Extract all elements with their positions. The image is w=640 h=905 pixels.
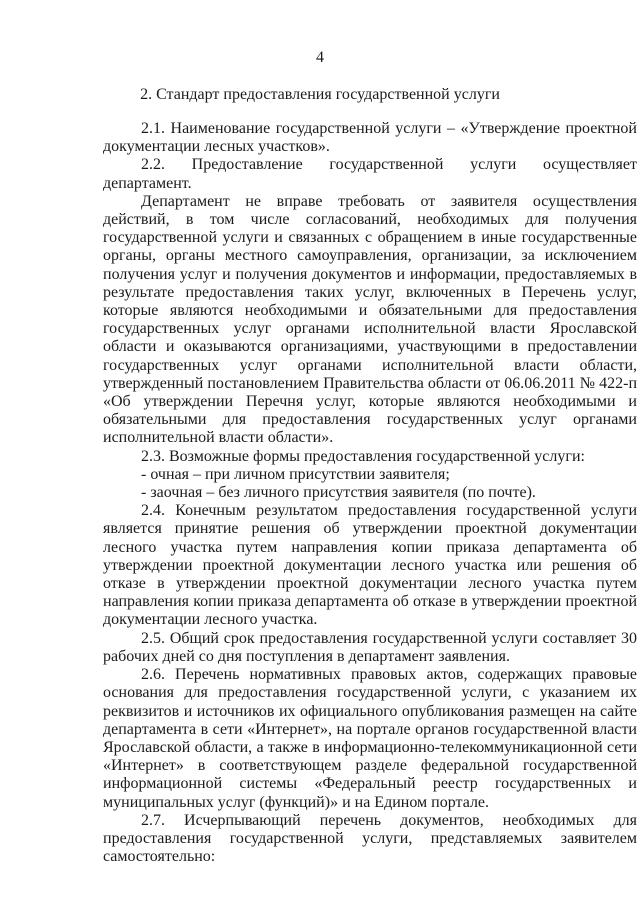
paragraph-2-7: 2.7. Исчерпывающий перечень документов, необходимых для предоставления государственной услуги, представляемых заявителем самостоятельно: <box>103 811 637 866</box>
paragraph-department-restrictions: Департамент не вправе требовать от заявителя осуществления действий, в том числе согласований, необходимых для получения государственной услуги и связанных с обращением в иные государственные органы, органы местного самоуправления, организации, за исключением получения услуг и получения документов и информации, предоставляемых в результате предоставления таких услуг, включенных в Перечень услуг, которые являются необходимыми и обязательными для предоставления государственных услуг органами исполнительной власти Ярославской области и оказываются организациями, участвующими в предоставлении государственных услуг органами исполнительной власти области, утвержденный постановлением Правительства области от 06.06.2011 № 422-п «Об утверждении Перечня услуг, которые являются необходимыми и обязательными для предоставления государственных услуг органами исполнительной власти области». <box>103 192 637 447</box>
paragraph-2-4: 2.4. Конечным результатом предоставления государственной услуги является принятие решения об утверждении проектной документации лесного участка путем направления копии приказа департамента об утверждении проектной документации лесного участка или решения об отказе в утверждении проектной документации лесного участка путем направления копии приказа департамента об отказе в утверждении проектной документации лесного участка. <box>103 502 637 629</box>
paragraph-2-2: 2.2. Предоставление государственной услуги осуществляет департамент. <box>103 156 637 192</box>
list-item-by-mail: - заочная – без личного присутствия заявителя (по почте). <box>141 484 536 502</box>
paragraph-2-5: 2.5. Общий срок предоставления государственной услуги составляет 30 рабочих дней со дня поступления в департамент заявления. <box>103 629 637 665</box>
section-heading: 2. Стандарт предоставления государственной услуги <box>140 86 500 103</box>
paragraph-2-3: 2.3. Возможные формы предоставления государственной услуги: <box>141 447 585 465</box>
list-item-in-person: - очная – при личном присутствии заявителя; <box>141 465 450 483</box>
paragraph-2-1: 2.1. Наименование государственной услуги – «Утверждение проектной документации лесных участков». <box>103 120 637 156</box>
page-number: 4 <box>316 49 324 66</box>
document-body <box>103 120 637 866</box>
paragraph-2-6: 2.6. Перечень нормативных правовых актов, содержащих правовые основания для предоставления государственной услуги, с указанием их реквизитов и источников их официального опубликования размещен на сайте департамента в сети «Интернет», на портале органов государственной власти Ярославской области, а также в информационно-телекоммуникационной сети «Интернет» в соответствующем разделе федеральной государственной информационной системы «Федеральный реестр государственных и муниципальных услуг (функций)» и на Едином портале. <box>103 666 637 811</box>
